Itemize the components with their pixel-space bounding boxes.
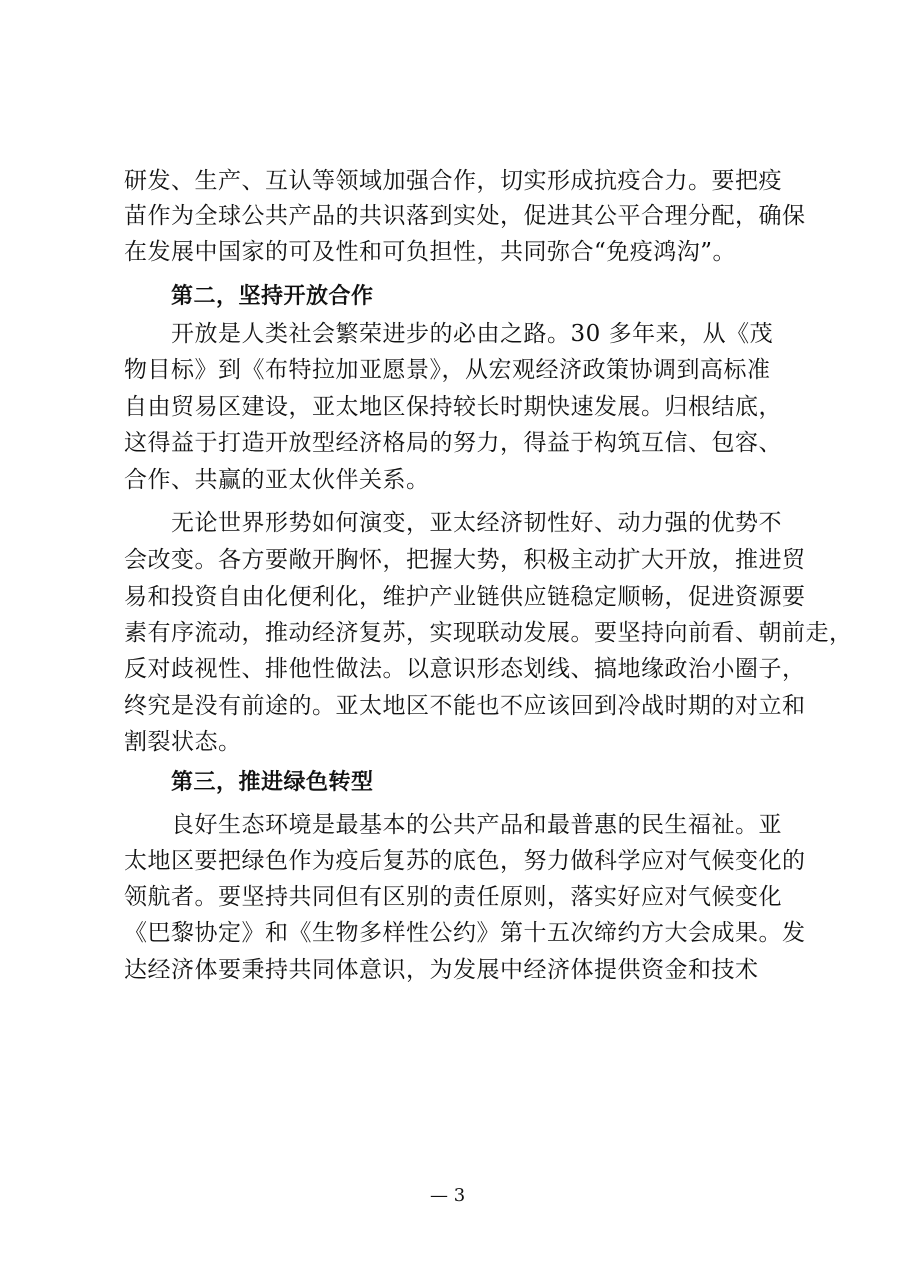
text-line: 物目标》到《布特拉加亚愿景》，从宏观经济政策协调到高标准 bbox=[124, 357, 771, 383]
text-line: 领航者。要坚持共同但有区别的责任原则，落实好应对气候变化 bbox=[124, 884, 782, 910]
text-line: 研发、生产、互认等领域加强合作，切实形成抗疫合力。要把疫 bbox=[124, 168, 782, 194]
text-line: 会改变。各方要敞开胸怀，把握大势，积极主动扩大开放，推进贸 bbox=[124, 547, 806, 573]
section-heading-2: 第二，坚持开放合作 bbox=[171, 284, 374, 309]
text-line: 合作、共赢的亚太伙伴关系。 bbox=[124, 467, 430, 493]
text-line: 良好生态环境是最基本的公共产品和最普惠的民生福祉。亚 bbox=[171, 812, 782, 838]
text-line: 终究是没有前途的。亚太地区不能也不应该回到冷战时期的对立和 bbox=[124, 693, 806, 719]
page-number: — 3 bbox=[430, 1185, 466, 1206]
text-line: 《巴黎协定》和《生物多样性公约》第十五次缔约方大会成果。发 bbox=[124, 920, 806, 946]
text-line: 开放是人类社会繁荣进步的必由之路。30 多年来，从《茂 bbox=[171, 321, 774, 347]
text-line: 在发展中国家的可及性和可负担性，共同弥合“免疫鸿沟”。 bbox=[124, 239, 737, 265]
text-line: 太地区要把绿色作为疫后复苏的底色，努力做科学应对气候变化的 bbox=[124, 848, 806, 874]
text-line: 自由贸易区建设，亚太地区保持较长时期快速发展。归根结底， bbox=[124, 394, 782, 420]
text-line: 这得益于打造开放型经济格局的努力，得益于构筑互信、包容、 bbox=[124, 430, 782, 456]
text-line: 无论世界形势如何演变，亚太经济韧性好、动力强的优势不 bbox=[171, 510, 782, 536]
text-line: 反对歧视性、排他性做法。以意识形态划线、搞地缘政治小圈子， bbox=[124, 656, 806, 682]
text-line: 割裂状态。 bbox=[124, 729, 242, 755]
text-line: 易和投资自由化便利化，维护产业链供应链稳定顺畅，促进资源要 bbox=[124, 584, 806, 610]
text-line: 达经济体要秉持共同体意识，为发展中经济体提供资金和技术 bbox=[124, 957, 759, 983]
text-line: 素有序流动，推动经济复苏，实现联动发展。要坚持向前看、朝前走， bbox=[124, 620, 853, 646]
section-heading-3: 第三，推进绿色转型 bbox=[171, 770, 374, 795]
text-line: 苗作为全球公共产品的共识落到实处，促进其公平合理分配，确保 bbox=[124, 203, 806, 229]
